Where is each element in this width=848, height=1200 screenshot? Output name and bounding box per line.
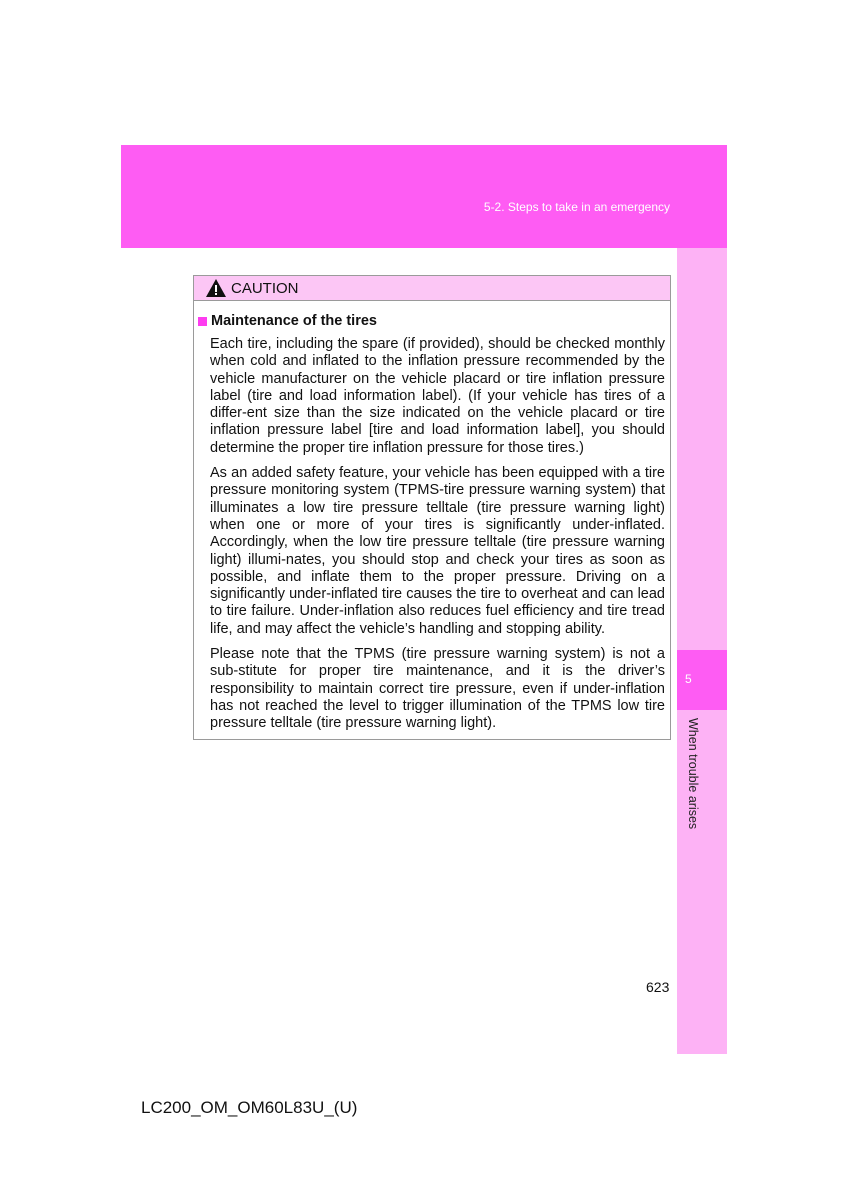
section-heading-text: Maintenance of the tires <box>211 313 377 329</box>
page-number: 623 <box>646 979 670 995</box>
caution-header <box>194 276 670 301</box>
header-band <box>121 145 727 248</box>
chapter-marker <box>677 650 727 710</box>
caution-paragraph: Please note that the TPMS (tire pressure warning system) is not a sub-stitute for proper tire maintenance, and it is the driver’s responsibility to maintain correct tire pressure, even if under-inflation has not reached the level to trigger illumination of the TPMS low tire pressure telltale (tire pressure warning light). <box>210 646 665 732</box>
section-title: 5-2. Steps to take in an emergency <box>483 200 670 214</box>
caution-label: CAUTION <box>231 279 299 297</box>
chapter-side-tab <box>677 248 727 1054</box>
section-heading <box>198 313 377 329</box>
square-bullet-icon <box>198 317 207 326</box>
caution-paragraph: Each tire, including the spare (if provided), should be checked monthly when cold and inflated to the inflation pressure recommended by the vehicle manufacturer on the vehicle placard or tire inflation pressure label (tire and load information label). (If your vehicle has tires of a differ-ent size than the size indicated on the vehicle placard or tire inflation pressure label [tire and load information label], you should determine the proper tire inflation pressure for those tires.) <box>210 336 665 456</box>
chapter-number: 5 <box>685 672 692 686</box>
chapter-title: When trouble arises <box>686 718 700 830</box>
warning-triangle-icon <box>205 278 227 298</box>
caution-body <box>210 336 665 741</box>
caution-paragraph: As an added safety feature, your vehicle has been equipped with a tire pressure monitoring system (TPMS-tire pressure warning system) that illuminates a low tire pressure telltale (tire pressure warning light) when one or more of your tires is significantly under-inflated. Accordingly, when the low tire pressure telltale (tire pressure warning light) illumi-nates, you should stop and check your tires as soon as possible, and inflate them to the proper pressure. Driving on a significantly under-inflated tire causes the tire to overheat and can lead to tire failure. Under-inflation also reduces fuel efficiency and tire tread life, and may affect the vehicle’s handling and stopping ability. <box>210 465 665 637</box>
caution-box <box>193 275 671 740</box>
document-code: LC200_OM_OM60L83U_(U) <box>141 1098 358 1117</box>
